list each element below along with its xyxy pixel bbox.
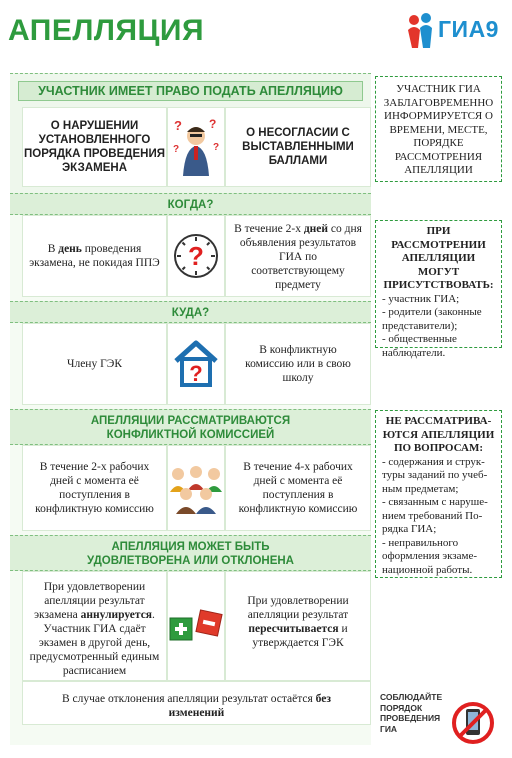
outcome-heading: АПЕЛЛЯЦИЯ МОЖЕТ БЫТЬ УДОВЛЕТВОРЕНА ИЛИ ОТКЛОНЕНА bbox=[87, 541, 294, 567]
when-left-text bbox=[22, 215, 167, 297]
when-right-bold: дней bbox=[303, 223, 329, 235]
when-right-text bbox=[225, 215, 371, 297]
no-phone-icon bbox=[450, 700, 496, 746]
svg-text:?: ? bbox=[173, 144, 180, 155]
outcome-rejected-text bbox=[22, 681, 371, 725]
group-of-people-icon bbox=[168, 462, 224, 514]
main-panel bbox=[10, 73, 371, 745]
when-band bbox=[10, 193, 371, 215]
outcome-left-part1: При удовлетворении апелляции результат экзамена bbox=[34, 581, 146, 621]
footer-line: ПРОВЕДЕНИЯ bbox=[380, 713, 441, 723]
commission-band bbox=[10, 409, 371, 445]
commission-right: В течение 4-х рабочих дней с момента её поступления в конфликтную комиссию bbox=[225, 445, 371, 531]
commission-heading: АПЕЛЛЯЦИИ РАССМАТРИВАЮТСЯ КОНФЛИКТНОЙ КОМИССИЕЙ bbox=[90, 415, 291, 441]
logo-text: ГИА9 bbox=[438, 16, 499, 42]
house-with-question-icon bbox=[172, 339, 220, 389]
house-icon-cell bbox=[167, 323, 225, 405]
where-left: Члену ГЭК bbox=[22, 323, 167, 405]
when-right-prefix: В течение 2-х bbox=[234, 223, 304, 235]
clock-icon-cell bbox=[167, 215, 225, 297]
outcome-right-part2: и утверждается ГЭК bbox=[252, 623, 348, 649]
outcome-rejected-bold: без изменений bbox=[168, 693, 331, 719]
svg-text:?: ? bbox=[189, 361, 203, 386]
not-considered-item: - связанным с наруше-нием требований По-рядка ГИА; bbox=[382, 496, 488, 535]
outcome-right-bold: пересчитывается bbox=[248, 623, 339, 635]
outcome-left-text bbox=[22, 571, 167, 681]
right-to-appeal-banner bbox=[18, 81, 363, 101]
outcome-band bbox=[10, 535, 371, 571]
when-left-suffix: проведения экзамена, не покидая ППЭ bbox=[29, 243, 160, 269]
footer-line: ПОРЯДОК bbox=[380, 702, 423, 713]
where-heading: КУДА? bbox=[171, 307, 210, 319]
person-question-icon-cell bbox=[167, 107, 225, 187]
outcome-left-bold: аннулируется bbox=[80, 609, 153, 621]
plus-minus-cubes-icon bbox=[168, 604, 224, 648]
where-band bbox=[10, 301, 371, 323]
svg-text:?: ? bbox=[209, 117, 217, 131]
outcome-right-text bbox=[225, 571, 371, 681]
info-box-notified: УЧАСТНИК ГИА ЗАБЛАГОВРЕМЕННО ИНФОРМИРУЕТСЯ О ВРЕМЕНИ, МЕСТЕ, ПОРЯДКЕ РАССМОТРЕНИЯ АПЕЛЛЯЦИИ bbox=[375, 76, 502, 182]
when-heading: КОГДА? bbox=[167, 199, 214, 211]
reason-disagree: О НЕСОГЛАСИИ С ВЫСТАВЛЕННЫМИ БАЛЛАМИ bbox=[225, 107, 371, 187]
reason-violation: О НАРУШЕНИИ УСТАНОВЛЕННОГО ПОРЯДКА ПРОВЕДЕНИЯ ЭКЗАМЕНА bbox=[22, 107, 167, 187]
svg-text:?: ? bbox=[188, 241, 204, 271]
logo-people-icon bbox=[404, 12, 438, 52]
attendees-title: ПРИ РАССМОТРЕНИИ АПЕЛЛЯЦИИ МОГУТ ПРИСУТСТВОВАТЬ: bbox=[383, 225, 494, 291]
commission-left: В течение 2-х рабочих дней с момента её поступления в конфликтную комиссию bbox=[22, 445, 167, 531]
when-right-suffix: со дня объявления результатов ГИА по соответствующему предмету bbox=[239, 223, 362, 291]
clock-with-question-icon bbox=[172, 232, 220, 280]
svg-text:?: ? bbox=[213, 142, 220, 153]
outcome-left-part2: . Участник ГИА сдаёт экзамен в другой день, предусмотренный единым расписанием bbox=[29, 609, 160, 677]
not-considered-item: - содержания и струк-туры заданий по учеб-ным предметам; bbox=[382, 455, 488, 495]
not-considered-item: - неправильного оформления экзаме-национной работы. bbox=[382, 536, 478, 576]
footer-reminder bbox=[380, 692, 450, 734]
info-box-attendees bbox=[375, 220, 502, 359]
when-left-prefix: В bbox=[47, 243, 59, 255]
gia9-logo bbox=[404, 12, 502, 52]
svg-text:?: ? bbox=[174, 118, 182, 133]
attendees-item: - участник ГИА; bbox=[382, 292, 460, 305]
page-title: АПЕЛЛЯЦИЯ bbox=[8, 14, 205, 47]
cubes-icon-cell bbox=[167, 571, 225, 681]
where-right: В конфликтную комиссию или в свою школу bbox=[225, 323, 371, 405]
outcome-right-part1: При удовлетворении апелляции результат bbox=[247, 595, 349, 621]
no-phone-sign bbox=[450, 700, 496, 746]
attendees-item: - общественные наблюдатели. bbox=[382, 333, 457, 359]
footer-line: СОБЛЮДАЙТЕ bbox=[380, 692, 443, 702]
person-with-question-marks-icon bbox=[171, 116, 221, 178]
outcome-rejected-part1: В случае отклонения апелляции результат остаётся bbox=[62, 693, 316, 705]
not-considered-title: НЕ РАССМАТРИВА-ЮТСЯ АПЕЛЛЯЦИИ ПО ВОПРОСАМ: bbox=[382, 415, 495, 454]
footer-line: ГИА bbox=[380, 723, 398, 734]
attendees-item: - родители (законные представители); bbox=[382, 306, 482, 332]
when-left-bold: день bbox=[58, 243, 82, 255]
people-icon-cell bbox=[167, 445, 225, 531]
info-box-not-considered bbox=[375, 410, 502, 578]
banner-text: УЧАСТНИК ИМЕЕТ ПРАВО ПОДАТЬ АПЕЛЛЯЦИЮ bbox=[38, 84, 343, 98]
